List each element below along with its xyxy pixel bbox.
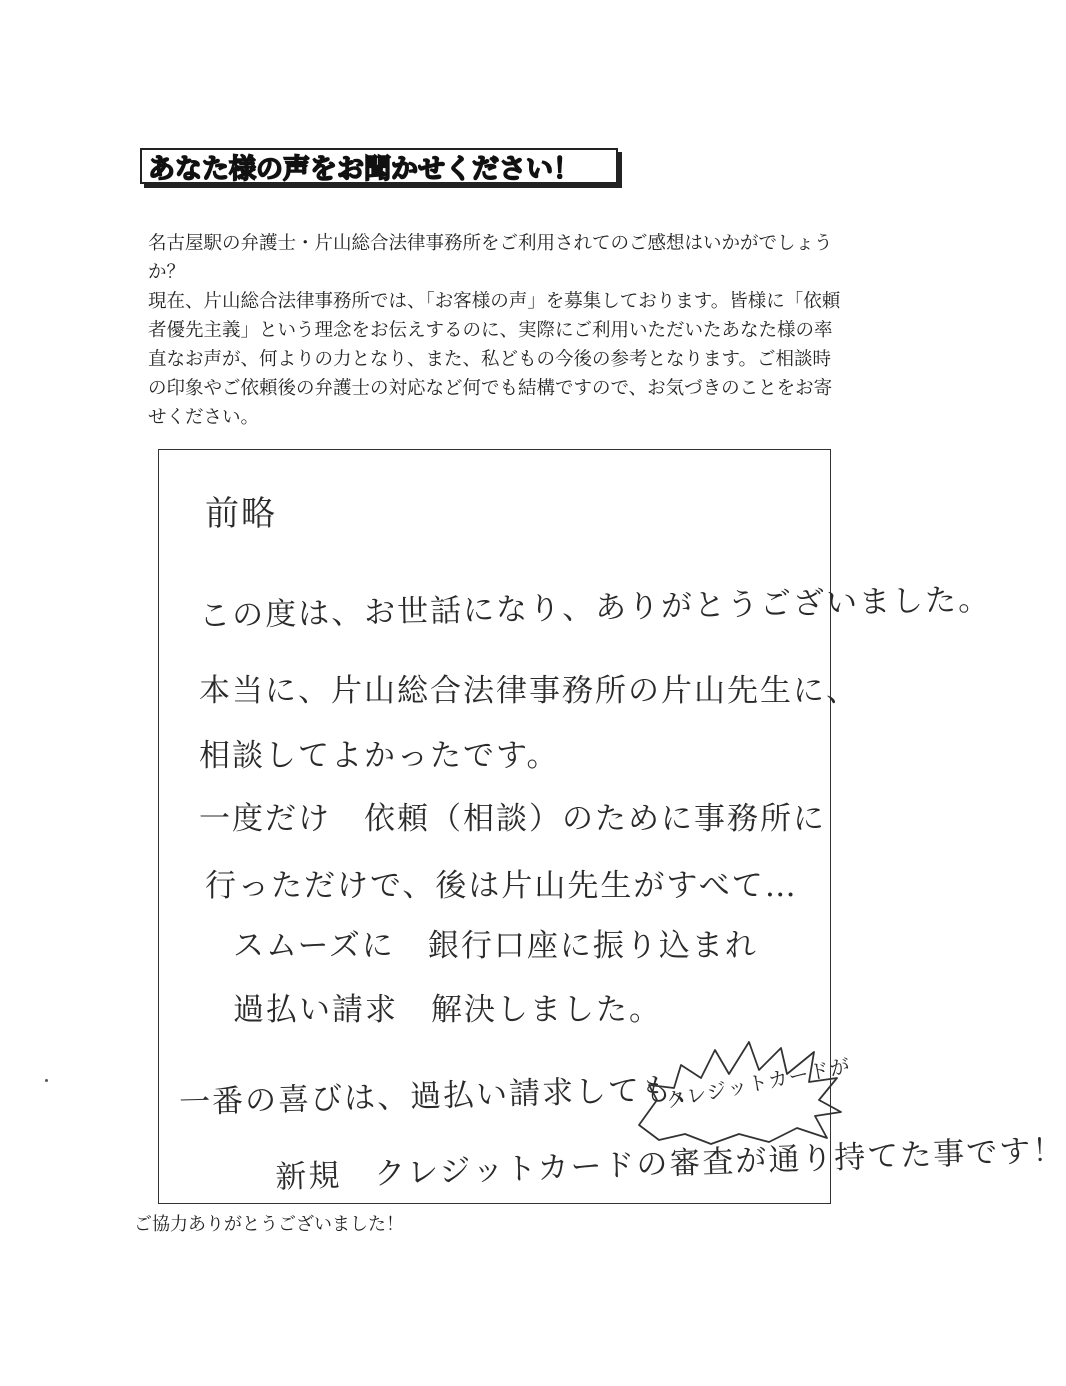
title-banner (140, 148, 618, 184)
intro-paragraph-2: 現在、片山総合法律事務所では、「お客様の声」を募集しております。皆様に「依頼者優先主義」という理念をお伝えするのに、実際にご利用いただいたあなた様の率直なお声が、何よりの力となり、また、私どもの今後の参考となります。ご相談時の印象やご依頼後の弁護士の対応など何でも結構ですので、お気づきのことをお寄せください。 (148, 291, 841, 428)
closing-text: ご協力ありがとうございました！ (134, 1214, 404, 1235)
letter-line: 本当に、片山総合法律事務所の片山先生に、 (199, 673, 859, 709)
intro-paragraph-1: 名古屋駅の弁護士・片山総合法律事務所をご利用されてのご感想はいかがでしょうか？ (148, 233, 833, 283)
handwritten-letter-box (158, 449, 1066, 1204)
letter-line: スムーズに 銀行口座に振り込まれ (233, 928, 758, 964)
letter-line: 新規 クレジットカードの審査が通り持てた事です！ (274, 1132, 1066, 1196)
letter-greeting: 前略 (205, 494, 277, 534)
letter-line: 一度だけ 依頼（相談）のために事務所に (199, 801, 826, 837)
bubble-text: クレジットカードが (663, 1053, 853, 1113)
letter-line: 相談してよかったです。 (199, 738, 560, 774)
stray-mark (45, 1079, 48, 1082)
letter-line: 行っただけで、後は片山先生がすべて… (205, 868, 798, 904)
letter-line: 一番の喜びは、過払い請求しても、 (178, 1071, 708, 1121)
page-title: あなた様の声をお聞かせください！ (148, 153, 580, 185)
letter-line: この度は、お世話になり、ありがとうございました。 (198, 581, 992, 635)
letter-line: 過払い請求 解決しました。 (233, 992, 662, 1028)
intro-text (148, 229, 848, 432)
